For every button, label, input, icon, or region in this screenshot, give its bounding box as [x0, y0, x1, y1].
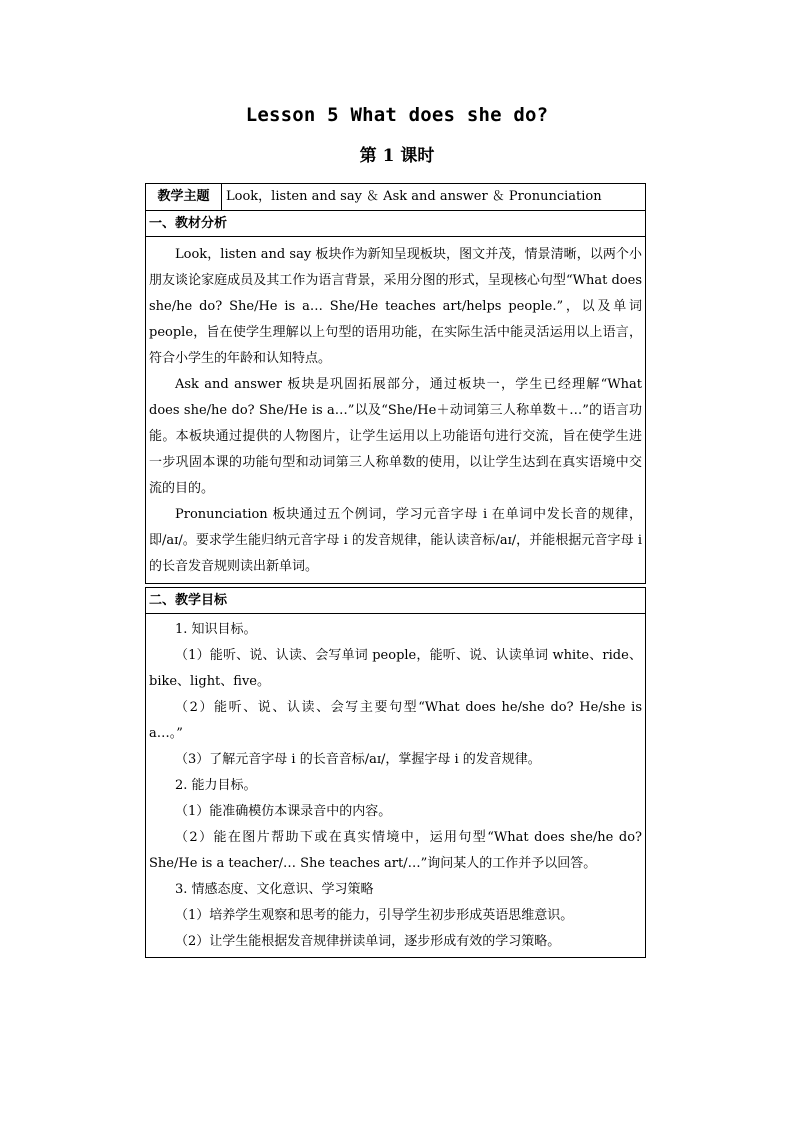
analysis-paragraph: Look，listen and say 板块作为新知呈现板块，图文并茂，情景清晰，以两个小朋友谈论家庭成员及其工作为语言背景，采用分图的形式，呈现核心句型“What does she/he do? She/He is a… She/He teaches art/helps people.”，以及单词 people，旨在使学生理解以上句型的语用功能，在实际生活中能灵活运用以上语言，符合小学生的年龄和认知特点。 — [149, 247, 642, 366]
objective-item: 1. 知识目标。 — [175, 622, 257, 637]
topic-row — [146, 184, 645, 211]
section2-heading: 二、教学目标 — [146, 588, 645, 614]
objective-item: （1）能听、说、认读、会写单词 people，能听、说、认读单词 white、ride、bike、light、five。 — [149, 648, 642, 689]
objective-item: （2）能听、说、认读、会写主要句型“What does he/she do? He/she is a…。” — [149, 700, 642, 741]
topic-value: Look，listen and say ＆ Ask and answer ＆ Pronunciation — [226, 189, 602, 204]
objective-item: （3）了解元音字母 i 的长音音标/aɪ/，掌握字母 i 的发音规律。 — [175, 752, 541, 767]
analysis-table — [145, 183, 646, 584]
objective-item: 3. 情感态度、文化意识、学习策略 — [175, 882, 374, 897]
analysis-paragraph: Pronunciation 板块通过五个例词，学习元音字母 i 在单词中发长音的规律，即/aɪ/。要求学生能归纳元音字母 i 的发音规律，能认读音标/aɪ/，并能根据元音字母 i 的长音发音规则读出新单词。 — [149, 507, 642, 574]
objectives-table — [145, 587, 646, 958]
objective-item: （2）能在图片帮助下或在真实情境中，运用句型“What does she/he do? She/He is a teacher/… She teaches art/…”询问某人的工作并予以回答。 — [149, 830, 642, 871]
objective-item: （1）能准确模仿本课录音中的内容。 — [175, 804, 392, 819]
table-bottom-border — [146, 957, 645, 958]
objective-item: （1）培养学生观察和思考的能力，引导学生初步形成英语思维意识。 — [175, 908, 574, 923]
topic-label: 教学主题 — [146, 184, 222, 210]
lesson-title: Lesson 5 What does she do? — [245, 104, 549, 126]
lesson-subtitle: 第 1 课时 — [359, 146, 435, 166]
section2-body — [146, 614, 645, 955]
objective-item: （2）让学生能根据发音规律拼读单词，逐步形成有效的学习策略。 — [175, 934, 561, 949]
objective-item: 2. 能力目标。 — [175, 778, 257, 793]
section1-body — [146, 237, 645, 580]
analysis-paragraph: Ask and answer 板块是巩固拓展部分，通过板块一，学生已经理解“What does she/he do? She/He is a…”以及“She/He＋动词第三人称单数＋…”的语言功能。本板块通过提供的人物图片，让学生运用以上功能语句进行交流，旨在使学生进一步巩固本课的功能句型和动词第三人称单数的使用，以让学生达到在真实语境中交流的目的。 — [149, 377, 642, 496]
section1-heading: 一、教材分析 — [146, 211, 645, 237]
